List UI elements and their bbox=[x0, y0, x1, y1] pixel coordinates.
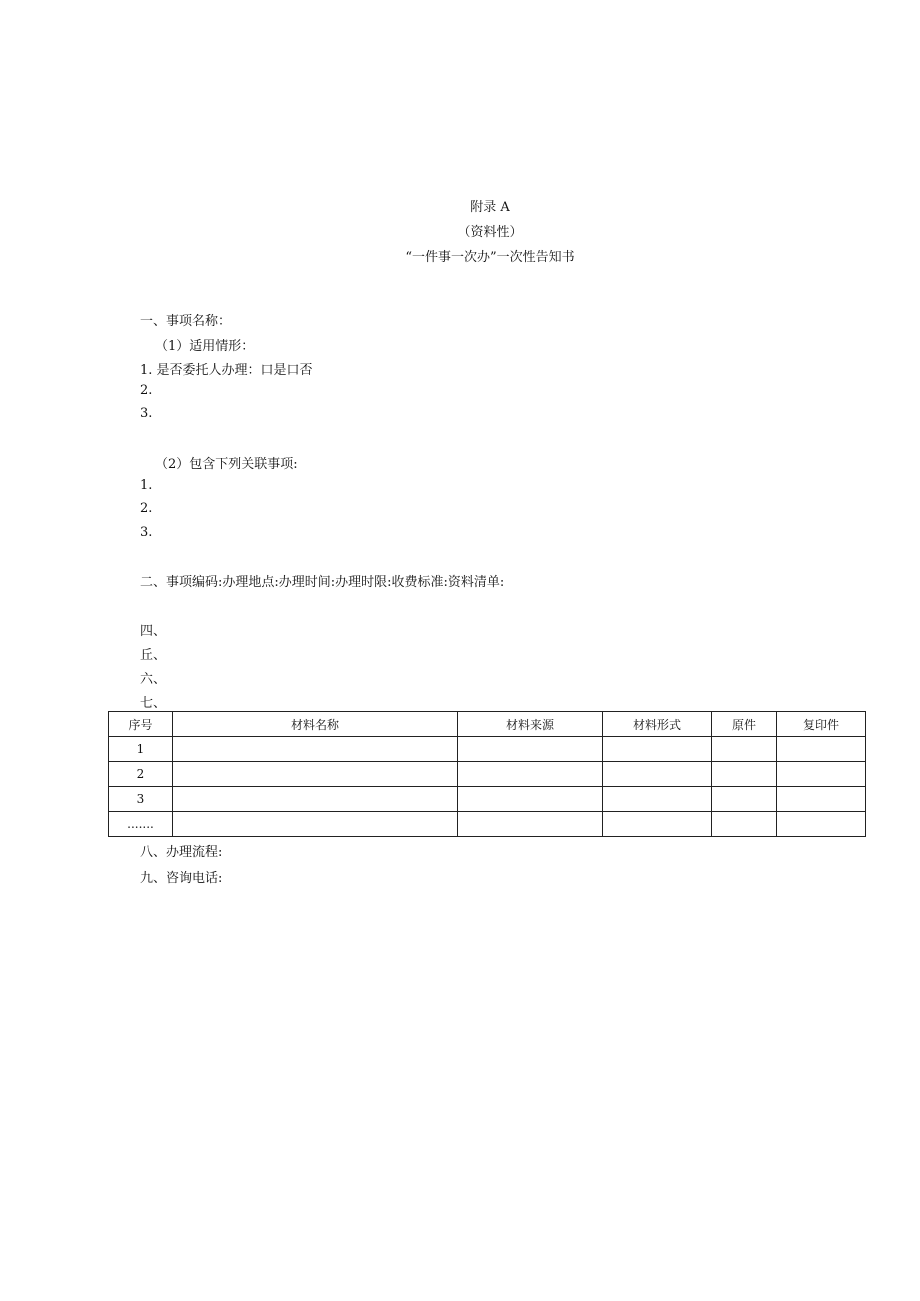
table-cell: 1 bbox=[109, 737, 173, 762]
table-cell bbox=[458, 762, 603, 787]
table-row bbox=[109, 762, 866, 787]
table-cell bbox=[603, 787, 712, 812]
situation-item-3: 3. bbox=[140, 406, 153, 421]
section-4-heading: 四、 bbox=[140, 624, 167, 639]
table-row bbox=[109, 787, 866, 812]
related-items-heading: （2）包含下列关联事项: bbox=[155, 457, 298, 472]
table-cell bbox=[712, 812, 777, 837]
column-header-original: 原件 bbox=[712, 712, 777, 737]
related-item-1: 1. bbox=[140, 478, 153, 493]
column-header-material-form: 材料形式 bbox=[603, 712, 712, 737]
section-1-heading: 一、事项名称： bbox=[140, 314, 232, 329]
table-cell bbox=[777, 737, 866, 762]
table-header-row bbox=[109, 712, 866, 737]
table-cell bbox=[712, 737, 777, 762]
table-cell: ....... bbox=[109, 812, 173, 837]
table-cell bbox=[603, 812, 712, 837]
table-row bbox=[109, 737, 866, 762]
situation-item-2: 2. bbox=[140, 383, 153, 398]
table-cell bbox=[458, 737, 603, 762]
related-item-3: 3. bbox=[140, 525, 153, 540]
column-header-material-source: 材料来源 bbox=[458, 712, 603, 737]
section-5-heading: 丘、 bbox=[140, 648, 167, 663]
section-7-heading: 七、 bbox=[140, 696, 167, 711]
column-header-seq: 序号 bbox=[109, 712, 173, 737]
section-9-heading: 九、咨询电话: bbox=[140, 871, 223, 886]
column-header-material-name: 材料名称 bbox=[173, 712, 458, 737]
applicable-situations-heading: （1）适用情形： bbox=[155, 339, 255, 354]
appendix-label: 附录 A bbox=[470, 200, 510, 215]
table-cell bbox=[777, 762, 866, 787]
table-cell: 2 bbox=[109, 762, 173, 787]
table-cell bbox=[173, 787, 458, 812]
materials-table bbox=[108, 711, 866, 837]
section-6-heading: 六、 bbox=[140, 672, 167, 687]
table-cell bbox=[458, 787, 603, 812]
situation-item-1: 1. 是否委托人办理：口是口否 bbox=[140, 363, 313, 378]
section-8-heading: 八、办理流程: bbox=[140, 845, 223, 860]
table-cell bbox=[173, 737, 458, 762]
table-cell bbox=[712, 762, 777, 787]
table-cell bbox=[173, 812, 458, 837]
table-cell bbox=[777, 812, 866, 837]
table-cell bbox=[173, 762, 458, 787]
related-item-2: 2. bbox=[140, 501, 153, 516]
section-2-heading: 二、事项编码:办理地点:办理时间:办理时限:收费标准:资料清单: bbox=[140, 575, 505, 590]
table-cell bbox=[603, 737, 712, 762]
table-cell bbox=[777, 787, 866, 812]
column-header-copy: 复印件 bbox=[777, 712, 866, 737]
table-cell bbox=[603, 762, 712, 787]
appendix-nature: （资料性） bbox=[457, 225, 523, 240]
table-cell: 3 bbox=[109, 787, 173, 812]
table-cell bbox=[458, 812, 603, 837]
table-row bbox=[109, 812, 866, 837]
document-title: “一件事一次办”一次性告知书 bbox=[405, 250, 575, 265]
table-cell bbox=[712, 787, 777, 812]
